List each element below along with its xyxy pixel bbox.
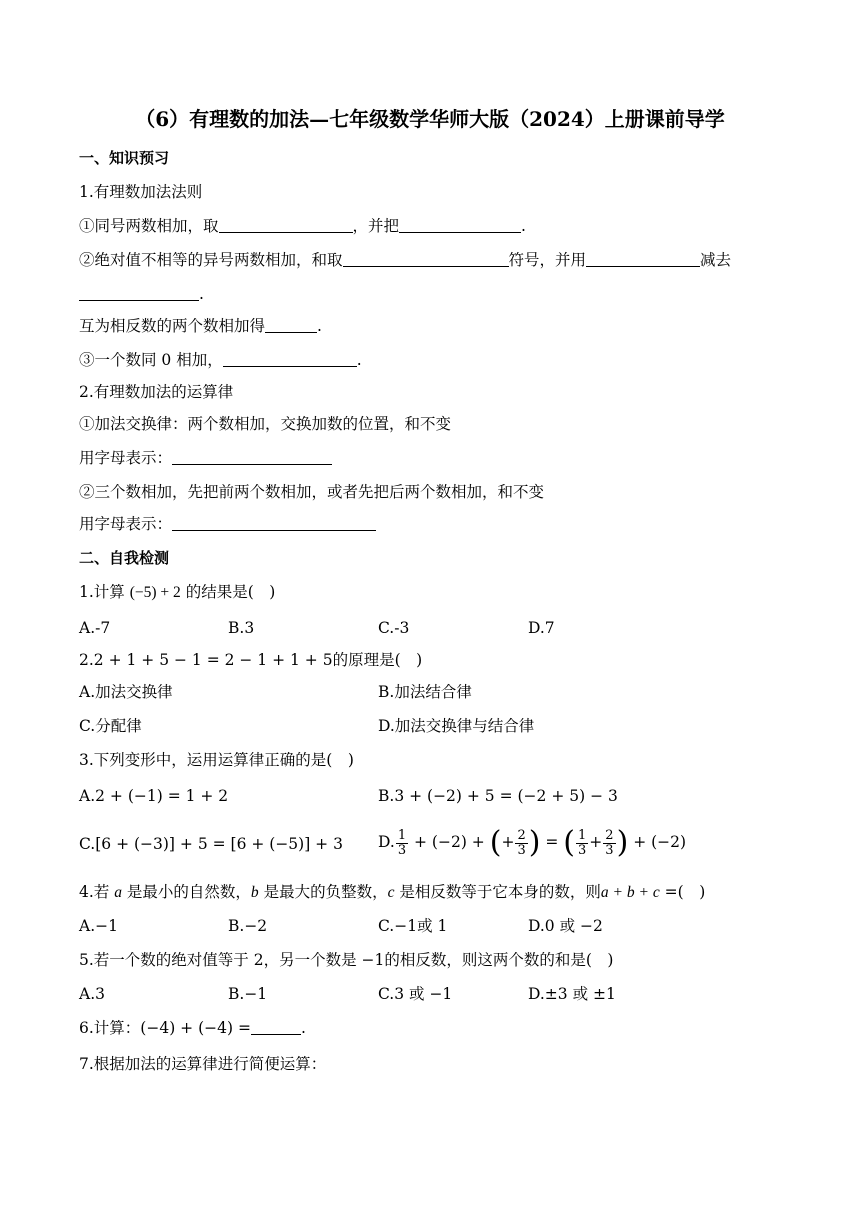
q5-option-b[interactable]: B.−1 bbox=[228, 985, 268, 1003]
fill-blank[interactable] bbox=[265, 318, 317, 333]
law-commutative-letters: 用字母表示： bbox=[79, 448, 332, 468]
q2-option-d[interactable]: D.加法交换律与结合律 bbox=[378, 717, 535, 735]
question-7: 7.根据加法的运算律进行简便运算： bbox=[79, 1055, 327, 1073]
topic-addition-laws: 2.有理数加法的运算律 bbox=[79, 383, 234, 401]
q5-option-c[interactable]: C.3 或 −1 bbox=[378, 985, 453, 1003]
fill-blank[interactable] bbox=[79, 286, 199, 301]
question-6: 6.计算：(−4) + (−4) = . bbox=[79, 1019, 306, 1037]
section-heading-selftest: 二、自我检测 bbox=[79, 549, 170, 567]
q3-option-c[interactable]: C.[6 + (−3)] + 5 = [6 + (−5)] + 3 bbox=[79, 835, 343, 853]
rule-different-sign: ②绝对值不相等的异号两数相加，和取 符号，并用 减去 bbox=[79, 251, 732, 269]
fill-blank[interactable] bbox=[172, 450, 332, 465]
q3-option-d[interactable]: D. $\frac{1}{3}$ + (−2) + (+ $\frac{2}{3}$ ) = ( $\frac{1}{3}$ + $\frac{2}{3}$ ) + (−2) bbox=[378, 825, 687, 860]
rule-same-sign: ①同号两数相加，取 ，并把 . bbox=[79, 217, 526, 235]
law-associative-letters: 用字母表示： bbox=[79, 514, 376, 534]
section-heading-preview: 一、知识预习 bbox=[79, 149, 170, 167]
q3-option-b[interactable]: B.3 + (−2) + 5 = (−2 + 5) − 3 bbox=[378, 787, 618, 805]
rule-opposites: 互为相反数的两个数相加得 . bbox=[79, 317, 322, 335]
fraction: $\frac{1}{3}$ bbox=[397, 827, 407, 858]
q1-option-c[interactable]: C.-3 bbox=[378, 619, 410, 637]
q5-option-d[interactable]: D.±3 或 ±1 bbox=[528, 985, 616, 1003]
question-5: 5.若一个数的绝对值等于 2，另一个数是 −1的相反数，则这两个数的和是( ) bbox=[79, 951, 614, 969]
page-title: （6）有理数的加法—七年级数学华师大版（2024）上册课前导学 bbox=[135, 107, 725, 131]
q1-option-d[interactable]: D.7 bbox=[528, 619, 555, 637]
q4-option-c[interactable]: C.−1或 1 bbox=[378, 917, 448, 935]
fill-blank[interactable] bbox=[343, 252, 509, 267]
q4-option-d[interactable]: D.0 或 −2 bbox=[528, 917, 603, 935]
q2-option-a[interactable]: A.加法交换律 bbox=[79, 683, 173, 701]
fraction: $\frac{1}{3}$ bbox=[578, 827, 587, 858]
q1-option-a[interactable]: A.-7 bbox=[79, 619, 111, 637]
question-1: 1.计算 (−5) + 2 的结果是( ) bbox=[79, 583, 276, 601]
fill-blank[interactable] bbox=[172, 516, 376, 531]
q4-option-b[interactable]: B.−2 bbox=[228, 917, 268, 935]
q2-option-c[interactable]: C.分配律 bbox=[79, 717, 142, 735]
question-2: 2.2 + 1 + 5 − 1 = 2 − 1 + 1 + 5的原理是( ) bbox=[79, 651, 423, 669]
q3-option-a[interactable]: A.2 + (−1) = 1 + 2 bbox=[79, 787, 229, 805]
q5-option-a[interactable]: A.3 bbox=[79, 985, 105, 1003]
fill-blank[interactable] bbox=[251, 1020, 301, 1035]
fill-blank[interactable] bbox=[399, 218, 521, 233]
fill-blank[interactable] bbox=[223, 352, 357, 367]
fraction: $\frac{2}{3}$ bbox=[517, 827, 526, 858]
q4-option-a[interactable]: A.−1 bbox=[79, 917, 118, 935]
law-associative: ②三个数相加，先把前两个数相加，或者先把后两个数相加，和不变 bbox=[79, 483, 545, 501]
topic-addition-rules: 1.有理数加法法则 bbox=[79, 183, 203, 201]
rule-different-sign-cont: . bbox=[79, 284, 204, 304]
law-commutative: ①加法交换律：两个数相加，交换加数的位置，和不变 bbox=[79, 415, 452, 433]
q1-option-b[interactable]: B.3 bbox=[228, 619, 255, 637]
q2-option-b[interactable]: B.加法结合律 bbox=[378, 683, 472, 701]
fraction: $\frac{2}{3}$ bbox=[605, 827, 614, 858]
fill-blank[interactable] bbox=[586, 252, 700, 267]
rule-add-zero: ③一个数同 0 相加， . bbox=[79, 351, 362, 369]
question-3: 3.下列变形中，运用运算律正确的是( ) bbox=[79, 751, 354, 769]
question-4: 4.若 a 是最小的自然数，b 是最大的负整数，c 是相反数等于它本身的数，则a + b + c =( ) bbox=[79, 883, 706, 901]
fill-blank[interactable] bbox=[219, 218, 353, 233]
